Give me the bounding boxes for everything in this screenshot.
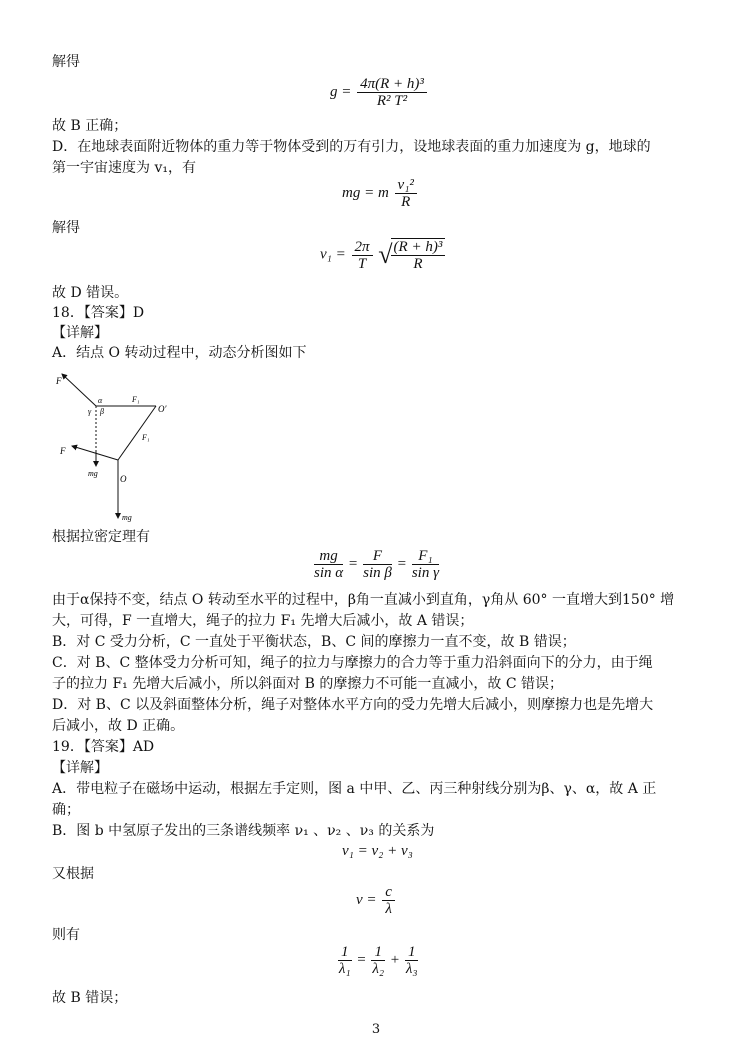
eq-radicand-denominator: R: [413, 256, 423, 272]
text-line: 【详解】: [52, 760, 108, 776]
eq-denominator: sin α: [314, 565, 344, 581]
text-line: D．在地球表面附近物体的重力等于物体受到的万有引力，设地球表面的重力加速度为 g，地球的: [52, 139, 651, 155]
equation-wavelength: $\frac{1}{\text{λ₁}}$ = $\frac{1}{\text{λ₂}}$ + $\frac{1}{\text{λ₃}}$: [338, 944, 418, 977]
sqrt-sign: √: [378, 240, 393, 269]
equation-lami: $\frac{mg}{\text{sin α}}$ = $\frac{F}{\text{sin β}}$ = $\frac{\text{F₁}}{\text{sin γ}}$: [314, 548, 439, 581]
eq-denominator: R: [401, 194, 411, 210]
eq-numerator: 1: [371, 944, 385, 961]
eq-lhs: mg = m: [342, 184, 389, 201]
text-line: 第一宇宙速度为 v₁，有: [52, 160, 196, 176]
label-O-prime: O′: [158, 404, 167, 414]
eq-numerator: c: [382, 884, 395, 901]
text-line: 大，可得，F 一直增大，绳子的拉力 F₁ 先增大后减小，故 A 错误；: [52, 613, 474, 629]
eq-lhs: v₁ =: [320, 246, 346, 263]
label-mg-left: mg: [88, 469, 98, 478]
text-line: 根据拉密定理有: [52, 529, 150, 545]
force-F-left: [72, 446, 118, 460]
text-line: 【详解】: [52, 325, 108, 341]
eq-denominator: λ₃: [405, 961, 418, 977]
label-F1-top: F₁: [132, 395, 140, 404]
text-line: 由于α保持不变，结点 O 转动至水平的过程中，β角一直减小到直角，γ角从 60° 一直增大到150° 增: [52, 592, 675, 608]
eq-denominator: sin β: [363, 565, 392, 581]
text-line: 19．【答案】AD: [52, 739, 155, 755]
text-line: D．对 B、C 以及斜面整体分析，绳子对整体水平方向的受力先增大后减小，则摩擦力也是先增大: [52, 697, 654, 713]
label-F1-side: F₁: [142, 433, 150, 442]
text-line: 则有: [52, 927, 80, 943]
text-line: B．对 C 受力分析，C 一直处于平衡状态，B、C 间的摩擦力一直不变，故 B 错误；: [52, 634, 576, 650]
label-O: O: [120, 474, 127, 484]
eq-numerator: mg: [314, 548, 343, 565]
text-line: 确；: [52, 802, 80, 818]
eq-denominator: T: [357, 255, 367, 272]
equation-nu: [356, 884, 397, 917]
text-line: 解得: [52, 220, 80, 236]
text-line: A．带电粒子在磁场中运动，根据左手定则，图 a 中甲、乙、丙三种射线分别为β、γ、α，故 A 正: [52, 781, 657, 797]
force-F-top: [62, 374, 96, 406]
label-F-left: F: [60, 446, 66, 456]
eq-numerator: 1: [405, 944, 419, 961]
eq-denominator: R² T²: [376, 93, 408, 109]
force-diagram: [52, 362, 192, 524]
text-line: C．对 B、C 整体受力分析可知，绳子的拉力与摩擦力的合力等于重力沿斜面向下的分力，由于绳: [52, 655, 653, 671]
text-line: 故 B 正确；: [52, 118, 128, 134]
text-line: 故 D 错误。: [52, 285, 129, 301]
text-line: B．图 b 中氢原子发出的三条谱线频率 ν₁ 、ν₂ 、ν₃ 的关系为: [52, 823, 435, 839]
eq-lhs: g =: [330, 83, 352, 100]
rope-diagonal: [118, 406, 156, 460]
label-gamma: γ: [88, 407, 92, 416]
eq-denominator: λ₁: [338, 961, 351, 977]
text-line: 又根据: [52, 866, 94, 882]
equation-frequency: ν₁ = ν₂ + ν₃: [342, 843, 413, 859]
eq-numerator: F: [363, 548, 392, 565]
eq-lhs: ν =: [356, 891, 377, 908]
text-line: A．结点 O 转动过程中，动态分析图如下: [52, 345, 307, 361]
label-mg-bottom: mg: [122, 513, 132, 522]
equation-mg: [342, 177, 419, 210]
eq-denominator: sin γ: [411, 565, 439, 581]
label-beta: β: [100, 407, 104, 416]
eq-numerator: 4π(R + h)³: [357, 76, 427, 93]
eq-numerator: 1: [338, 944, 352, 961]
page-number: 3: [371, 1022, 381, 1037]
eq-radicand-numerator: (R + h)³: [391, 239, 446, 256]
eq-numerator: v₁²: [395, 177, 417, 194]
text-line: 子的拉力 F₁ 先增大后减小，所以斜面对 B 的摩擦力不可能一直减小，故 C 错误；: [52, 676, 564, 692]
equation-g: [330, 76, 429, 109]
eq-numerator: F₁: [412, 548, 439, 565]
equation-v1: [320, 238, 447, 272]
eq-denominator: λ₂: [372, 961, 385, 977]
text-line: 解得: [52, 54, 80, 70]
eq-numerator: 2π: [352, 239, 373, 256]
text-line: 后减小，故 D 正确。: [52, 718, 185, 734]
eq-denominator: λ: [385, 901, 392, 917]
text-line: 故 B 错误；: [52, 990, 128, 1006]
label-alpha: α: [98, 396, 103, 405]
text-line: 18．【答案】D: [52, 305, 145, 321]
label-F-top: F: [56, 376, 62, 386]
